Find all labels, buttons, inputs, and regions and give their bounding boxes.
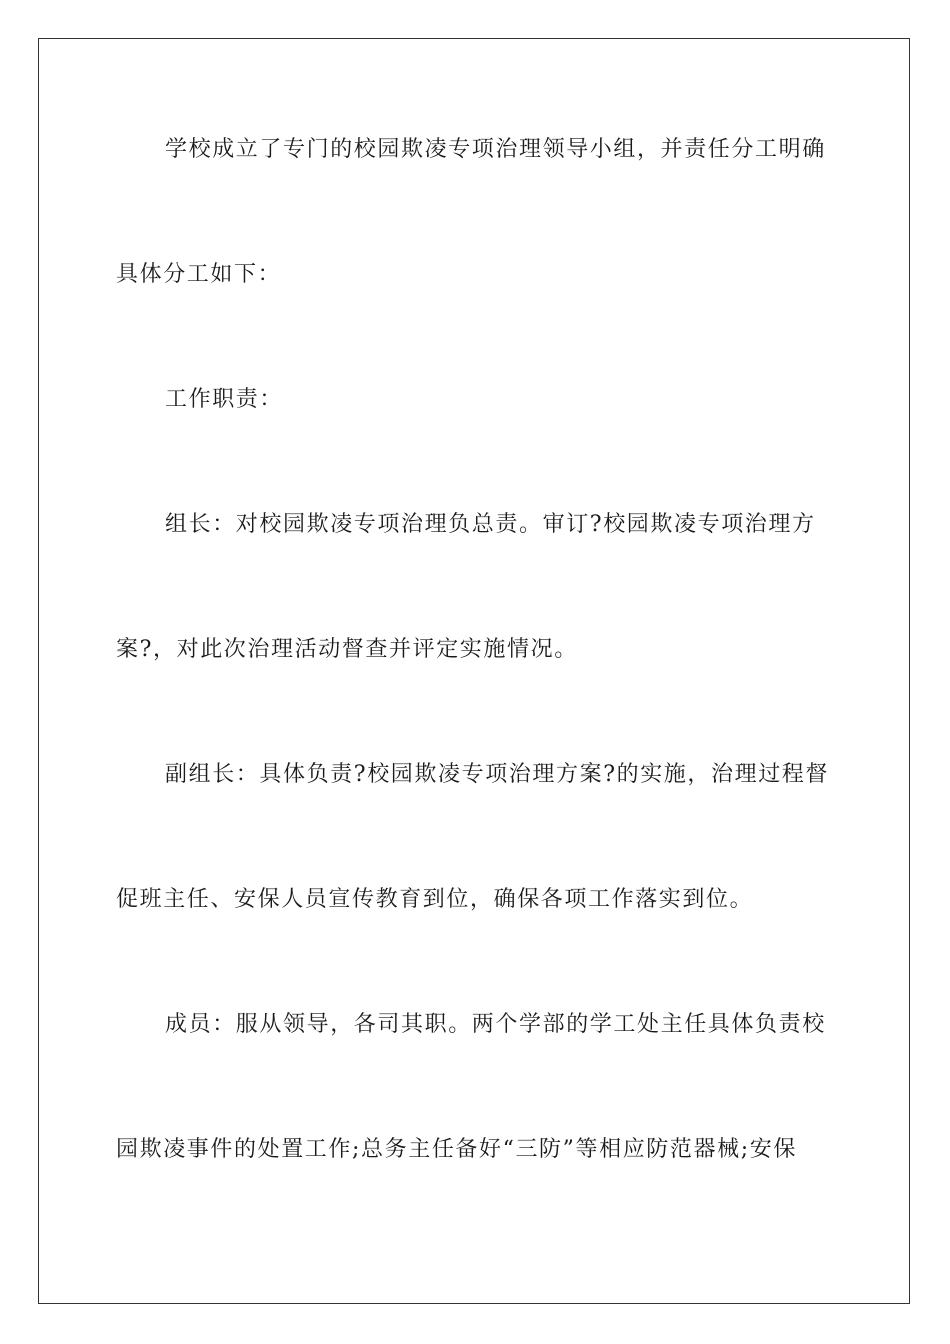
paragraph-line: 案?，对此次治理活动督查并评定实施情况。 xyxy=(116,637,578,662)
paragraph-line: 学校成立了专门的校园欺凌专项治理领导小组，并责任分工明确 xyxy=(165,137,826,162)
page-border xyxy=(38,38,910,1304)
section-heading: 工作职责： xyxy=(165,387,284,412)
paragraph-line: 成员：服从领导，各司其职。两个学部的学工处主任具体负责校 xyxy=(165,1012,826,1037)
paragraph-line: 促班主任、安保人员宣传教育到位，确保各项工作落实到位。 xyxy=(116,887,754,912)
paragraph-line: 具体分工如下： xyxy=(116,262,282,287)
paragraph-line: 组长：对校园欺凌专项治理负总责。审订?校园欺凌专项治理方 xyxy=(165,512,816,537)
paragraph-line: 副组长：具体负责?校园欺凌专项治理方案?的实施，治理过程督 xyxy=(165,762,829,787)
paragraph-line: 园欺凌事件的处置工作;总务主任备好“三防”等相应防范器械;安保 xyxy=(116,1137,797,1162)
